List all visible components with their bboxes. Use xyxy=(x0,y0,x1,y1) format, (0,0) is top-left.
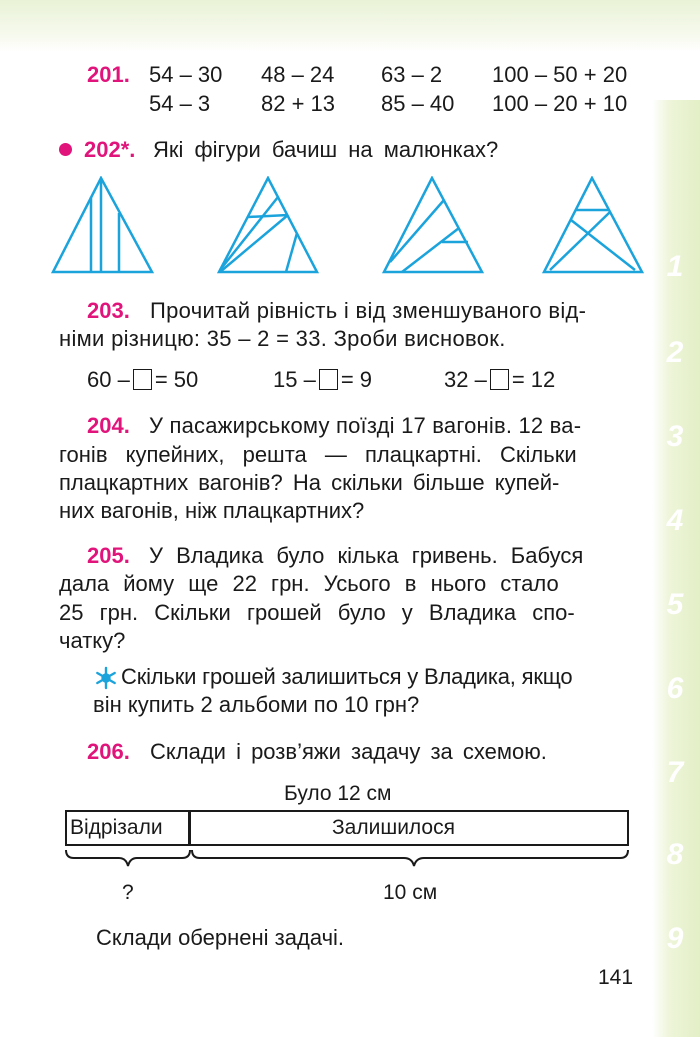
scheme-right-label: Залишилося xyxy=(332,816,455,839)
exercise-text: Які фігури бачиш на малюнках? xyxy=(153,137,499,162)
side-tab: 3 xyxy=(666,420,684,453)
triangle-figure-2 xyxy=(215,176,327,276)
scheme-footer-text: Склади обернені задачі. xyxy=(96,925,345,950)
equation-part: = 12 xyxy=(511,367,556,392)
exercise-text: німи різницю: 35 – 2 = 33. Зроби висновок. xyxy=(59,326,506,351)
extra-task-text: він купить 2 альбоми по 10 грн? xyxy=(93,692,420,717)
expression: 82 + 13 xyxy=(261,91,336,116)
top-decor-band xyxy=(0,0,700,52)
scheme-left-label: Відрізали xyxy=(70,816,163,839)
scheme-divider xyxy=(188,810,191,846)
equation-part: = 9 xyxy=(340,367,373,392)
equation-part: 60 – xyxy=(87,367,130,392)
side-tab: 2 xyxy=(666,336,684,369)
exercise-number: 204. xyxy=(87,413,130,438)
extra-task-text: Скільки грошей залишиться у Владика, якщо xyxy=(121,664,573,689)
exercise-text: дала йому ще 22 грн. Усього в нього стало xyxy=(59,571,559,596)
scheme-left-value: ? xyxy=(122,881,134,904)
bullet-icon xyxy=(59,143,72,156)
expression: 85 – 40 xyxy=(381,91,455,116)
exercise-text: плацкартних вагонів? На скільки більше купей- xyxy=(59,470,560,495)
side-tab: 4 xyxy=(666,504,684,537)
exercise-text: 25 грн. Скільки грошей було у Владика спо- xyxy=(59,600,575,625)
answer-box xyxy=(133,369,152,390)
triangle-figure-3 xyxy=(380,176,492,276)
equation-part: 32 – xyxy=(444,367,487,392)
exercise-text: У Владика було кілька гривень. Бабуся xyxy=(149,543,584,568)
exercise-number: 205. xyxy=(87,543,130,568)
triangle-figure-1 xyxy=(50,176,162,276)
equation xyxy=(87,364,198,396)
triangle-figure-4 xyxy=(540,176,652,276)
expression: 100 – 20 + 10 xyxy=(492,91,628,116)
exercise-text: них вагонів, ніж плацкартних? xyxy=(59,498,365,523)
side-tab: 8 xyxy=(666,838,684,871)
scheme-title: Було 12 см xyxy=(284,782,392,805)
answer-box xyxy=(490,369,509,390)
exercise-number: 203. xyxy=(87,298,130,323)
equation xyxy=(273,364,372,396)
scheme-braces xyxy=(64,848,634,872)
exercise-number: 202*. xyxy=(84,137,136,162)
equation-part: = 50 xyxy=(154,367,199,392)
scheme-right-value: 10 см xyxy=(383,881,438,904)
exercise-text: чатку? xyxy=(59,628,126,653)
side-tab: 1 xyxy=(666,250,684,283)
expression: 48 – 24 xyxy=(261,62,335,87)
page-number: 141 xyxy=(598,966,634,989)
exercise-text: Склади і розв’яжи задачу за схемою. xyxy=(150,739,547,764)
snowflake-icon xyxy=(94,666,118,690)
exercise-number: 206. xyxy=(87,739,130,764)
expression: 54 – 3 xyxy=(149,91,211,116)
equation-part: 15 – xyxy=(273,367,316,392)
expression: 63 – 2 xyxy=(381,62,443,87)
expression: 100 – 50 + 20 xyxy=(492,62,628,87)
side-tab: 9 xyxy=(666,922,684,955)
exercise-number: 201. xyxy=(87,62,130,87)
equation xyxy=(444,364,555,396)
expression: 54 – 30 xyxy=(149,62,223,87)
answer-box xyxy=(319,369,338,390)
side-tab: 5 xyxy=(666,588,684,621)
exercise-text: У пасажирському поїзді 17 вагонів. 12 ва- xyxy=(149,413,582,438)
side-tab: 6 xyxy=(666,672,684,705)
side-tab: 7 xyxy=(666,756,684,789)
exercise-text: гонів купейних, решта — плацкартні. Скільки xyxy=(59,442,577,467)
chapter-side-band xyxy=(652,100,700,1037)
exercise-text: Прочитай рівність і від зменшуваного від- xyxy=(150,298,587,323)
